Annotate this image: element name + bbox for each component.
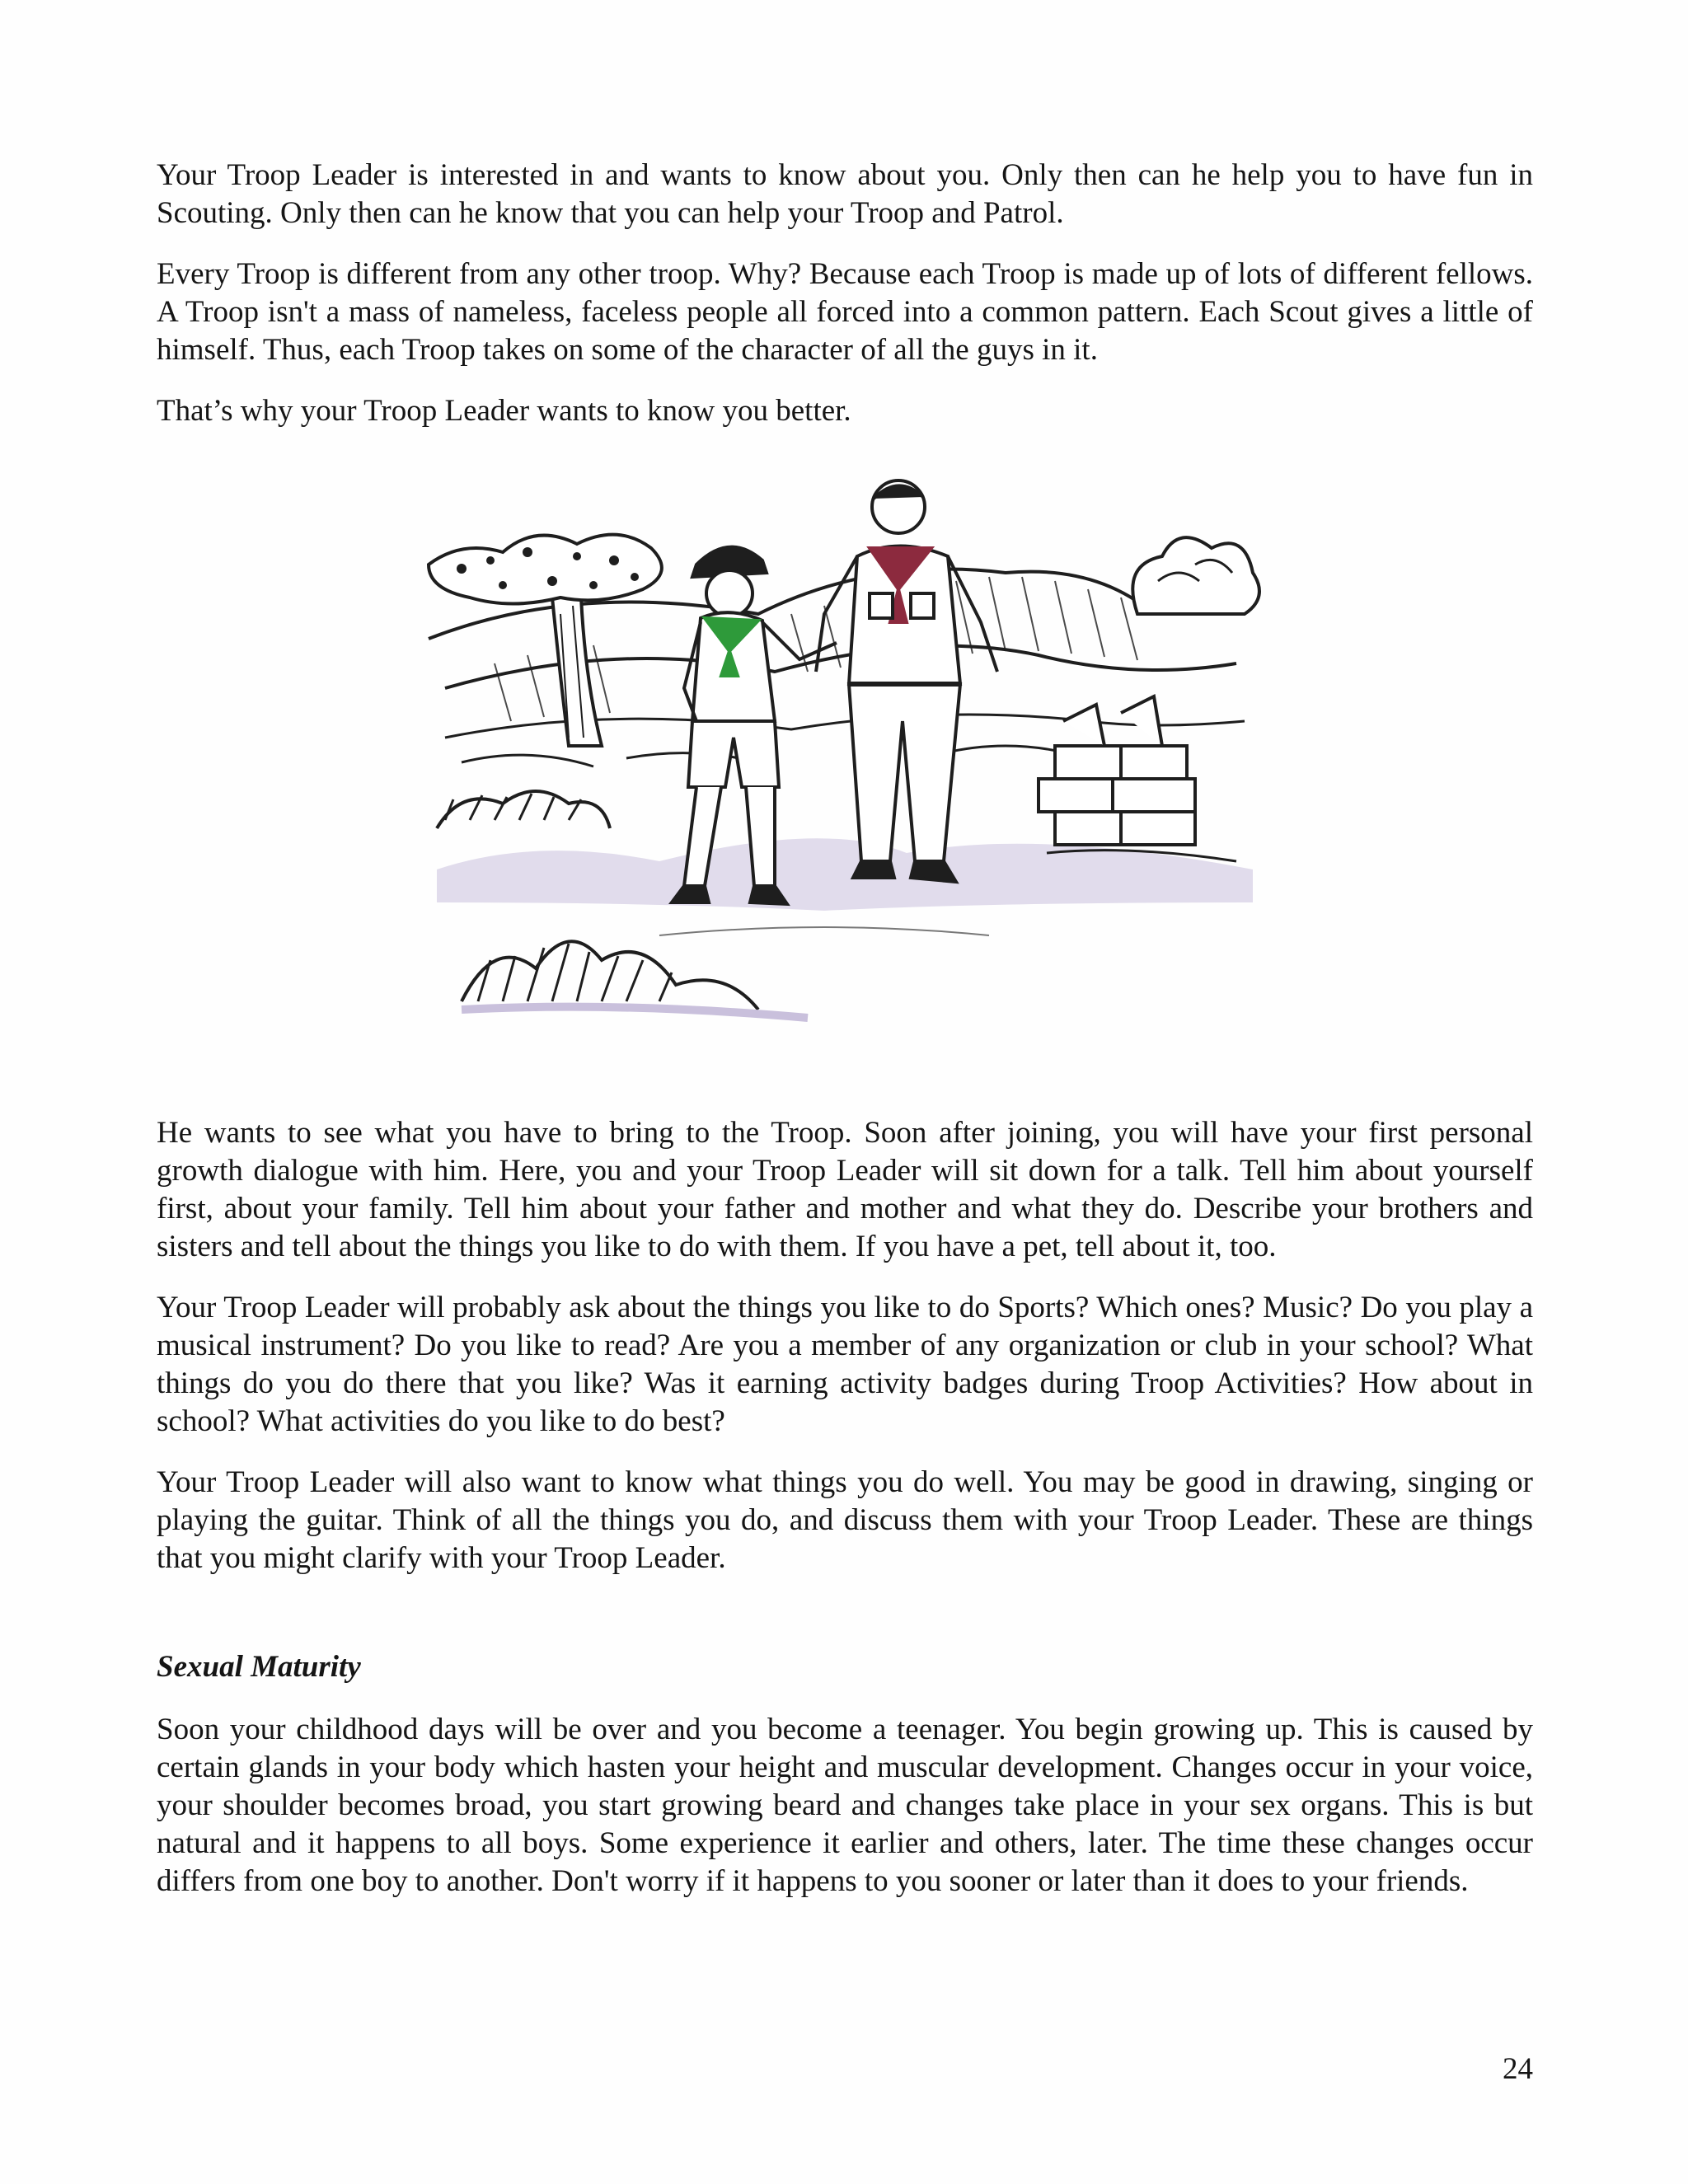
page-number: 24 — [1503, 2052, 1533, 2086]
paragraph-every-troop-different: Every Troop is different from any other troop. Why? Because each Troop is made up of lots of different fellows. A Troop isn't a mass of nameless, faceless people all forced into a common pattern. Each Scout gives a little of himself. Thus, each Troop takes on some of the character of all the guys in it. — [157, 257, 1533, 367]
scout-and-troop-leader-walking-illustration — [412, 474, 1278, 1051]
paragraph-things-you-do-well: Your Troop Leader will also want to know what things you do well. You may be good in drawing, singing or playing the guitar. Think of all the things you do, and discuss them with your Troop Leader. These are things that you might clarify with your Troop Leader. — [157, 1465, 1533, 1575]
intro-section — [157, 157, 1533, 430]
paragraph-know-you-better: That’s why your Troop Leader wants to know you better. — [157, 394, 851, 428]
section-heading-sexual-maturity: Sexual Maturity — [157, 1650, 361, 1684]
maturity-section — [157, 1711, 1533, 1900]
paragraph-personal-growth-dialogue: He wants to see what you have to bring to the Troop. Soon after joining, you will have your first personal growth dialogue with him. Here, you and your Troop Leader will sit down for a talk. Tell him about yourself first, about your family. Tell him about your father and mother and what they do. Describe your brothers and sisters and tell about the things you like to do with them. If you have a pet, tell about it, too. — [157, 1116, 1533, 1263]
paragraph-troop-leader-interest: Your Troop Leader is interested in and wants to know about you. Only then can he help you to have fun in Scouting. Only then can he know that you can help your Troop and Patrol. — [157, 158, 1533, 230]
paragraph-growing-up: Soon your childhood days will be over and you become a teenager. You begin growing up. This is caused by certain glands in your body which hasten your height and muscular development. Changes occur in your voice, your shoulder becomes broad, you start growing beard and changes take place in your sex organs. This is but natural and it happens to all boys. Some experience it earlier and others, later. The time these changes occur differs from one boy to another. Don't worry if it happens to you sooner or later than it does to your friends. — [157, 1713, 1533, 1898]
dialogue-section — [157, 1114, 1533, 1577]
paragraph-things-you-like: Your Troop Leader will probably ask about the things you like to do Sports? Which ones? Music? Do you play a musical instrument? Do you like to read? Are you a member of any organization or club in your school? What things do you do there that you like? Was it earning activity badges during Troop Activities? How about in school? What activities do you like to do best? — [157, 1291, 1533, 1438]
